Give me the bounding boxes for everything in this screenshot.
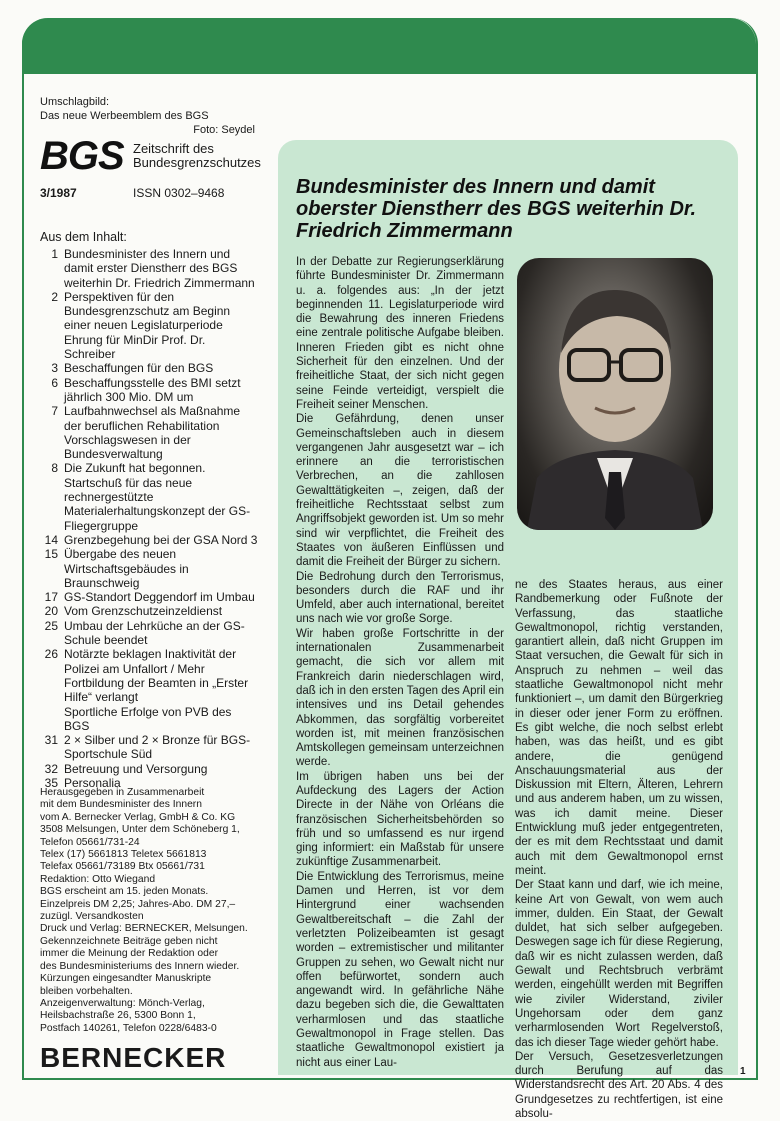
imprint-line: Einzelpreis DM 2,25; Jahres-Abo. DM 27,– [40,898,236,910]
article-paragraph: Der Versuch, Gesetzesverletzungen durch Berufung auf das Widerstandsrecht des Art. 20 Abs. 4 des Grundgesetzes zu rechtfertigen, ist eine absolu- [515,1050,723,1120]
table-of-contents [40,247,260,790]
toc-item[interactable] [40,333,260,362]
imprint-line: Anzeigenverwaltung: Mönch-Verlag, [40,997,205,1009]
toc-title: Beschaffungsstelle des BMI setzt jährlich 300 Mio. DM um [64,375,241,404]
imprint-line: vom A. Bernecker Verlag, GmbH & Co. KG [40,811,236,823]
toc-title: Übergabe des neuen Wirtschaftsgebäudes in Braunschweig [64,547,189,590]
toc-title: 2 × Silber und 2 × Bronze für BGS-Sportschule Süd [64,733,251,762]
cover-caption [40,95,255,137]
toc-page [40,333,58,362]
toc-page [40,705,58,734]
toc-title: GS-Standort Deggendorf im Umbau [64,590,255,605]
toc-title: Bundesminister des Innern und damit erster Dienstherr des BGS weiterhin Dr. Friedrich Zimmermann [64,247,255,290]
toc-title: Grenzbegehung bei der GSA Nord 3 [64,532,258,547]
imprint-line: Herausgegeben in Zusammenarbeit [40,787,205,798]
imprint-line: BGS erscheint am 15. jeden Monats. [40,886,209,898]
toc-page: 8 [51,461,58,476]
imprint-line: Telex (17) 5661813 Teletex 5661813 [40,849,207,861]
imprint-line: Redaktion: Otto Wiegand [40,873,156,885]
toc-item[interactable] [40,361,260,375]
toc-title: Sportliche Erfolge von PVB des BGS [64,704,232,733]
toc-title: Notärzte beklagen Inaktivität der Polizei am Unfallort / Mehr Fortbildung der Beamten in „Erster Hilfe“ verlangt [64,647,249,705]
issn: ISSN 0302–9468 [133,186,225,200]
toc-page: 31 [44,733,58,748]
photo-credit: Foto: Seydel [193,124,255,136]
cover-caption-text: Das neue Werbeemblem des BGS [40,110,209,122]
toc-page [40,433,58,462]
toc-page: 3 [51,361,58,376]
article-paragraph: Die Bedrohung durch den Terrorismus, besonders durch die RAF und ihr Umfeld, aber auch international, bereitet uns nach wie vor große Sorge. [296,570,504,626]
toc-item[interactable] [40,461,260,532]
portrait-illustration [517,258,713,530]
page-number: 1 [740,1066,746,1077]
imprint-line: Gekennzeichnete Beiträge geben nicht [40,935,218,947]
toc-title: Personalia [64,775,121,790]
imprint-line: des Bundesministeriums des Innern wieder. [40,960,240,972]
toc-item[interactable] [40,604,260,618]
toc-page: 17 [44,590,58,605]
toc-item[interactable] [40,762,260,776]
imprint-line: Postfach 140261, Telefon 0228/6483-0 [40,1022,217,1034]
toc-item[interactable] [40,533,260,547]
imprint-line: Kürzungen eingesandter Manuskripte [40,973,212,985]
toc-item[interactable] [40,733,260,762]
toc-title: Perspektiven für den Bundesgrenzschutz am Beginn einer neuen Legislaturperiode [64,289,231,333]
article-paragraph: In der Debatte zur Regierungserklärung führte Bundesminister Dr. Zimmermann u. a. folgendes aus: „In der jetzt beginnenden 11. Legislaturperiode wird die Bewahrung des inneren Friedens eine zentrale politische Aufgabe bleiben. Inneren Frieden gibt es nicht ohne Sicherheit für den einzelnen. Und der freiheitliche Staat, der sich nicht gegen seine Feinde verteidigt, verspielt die Freiheit seiner Menschen. [296,256,504,411]
article-paragraph: Der Staat kann und darf, wie ich meine, keine Art von Gewalt, von wem auch immer, dulden. Ein Staat, der Gewalt duldet, hat sich selber aufgegeben. Deswegen sage ich für diese Regierung, daß wir es nicht zulassen werden, daß Gewalt und Rechtsbruch verbrämt werden, eingehüllt werden mit Begriffen wie ziviler Widerstand, ziviler Ungehorsam oder dem ganz verharmlosenden Wort Regelverstoß, das ich dieser Tage wieder gehört habe. [515,879,723,1049]
article-paragraph: Wir haben große Fortschritte in der internationalen Zusammenarbeit gemacht, die sich vor allem mit Frankreich darin niederschlagen wird, daß ich in den ersten Tagen des April ein intensives und ins Detail gehendes Abkommen, das sorgfältig vorbereitet worden ist, mit meinen französischen Amtskollegen gemeinsam unterzeichnen werde. [296,627,504,769]
toc-item[interactable] [40,433,260,462]
toc-page: 14 [44,532,58,547]
imprint-line: Druck und Verlag: BERNECKER, Melsungen. [40,923,248,935]
cover-caption-label: Umschlagbild: [40,96,110,108]
toc-title: Vorschlagswesen in der Bundesverwaltung [64,432,191,462]
toc-page: 2 [51,289,58,304]
toc-heading: Aus dem Inhalt: [40,230,127,244]
bgs-logo: BGS [40,134,124,178]
toc-item[interactable] [40,290,260,333]
toc-item[interactable] [40,376,260,405]
imprint-line: Heilsbachstraße 26, 5300 Bonn 1, [40,1010,196,1022]
imprint-line: mit dem Bundesminister des Innern [40,799,202,811]
toc-item[interactable] [40,547,260,590]
imprint-line: bleiben vorbehalten. [40,985,133,997]
toc-title: Vom Grenzschutzeinzeldienst [64,604,223,619]
toc-page: 7 [51,404,58,419]
bernecker-logo: BERNECKER [40,1042,227,1073]
article-paragraph: ne des Staates heraus, aus einer Randbemerkung oder Fußnote der Verfassung, das staatliche Gewaltmonopol, richtig verstanden, garantiert allein, daß nicht Gruppen im Staat versuchen, die Gewalt für sich in Anspruch zu nehmen – weil das staatliche Gewaltmonopol nicht mehr funktioniert –, um damit den Bürgerkrieg in dieser oder jener Form zu eröffnen. Es gibt welche, die noch selbst erlebt haben, was das heißt, und es gibt andere, die genügend Anschauungsmaterial aus der Diskussion mit Eltern, Älteren, Lehrern und aus anderem haben, um zu wissen, was ich damit meine. Dieser Entwicklung muß jeder entgegentreten, der es mit dem Rechtsstaat und damit auch mit dem Gewaltmonopol ernst meint. [515,579,723,877]
article-paragraph: Die Gefährdung, denen unser Gemeinschaftsleben auch in diesem vergangenen Jahr ausgesetzt war – ich erinnere an die terroristischen Verbrechen, an die zahllosen Gewalttätigkeiten –, zeigen, daß der freiheitliche Rechtsstaat selbst zum Angriffsobjekt geworden ist. Um so mehr sind wir verpflichtet, die Freiheit des Staates von äußeren Einflüssen und damit die Freiheit der Bürger zu sichern. [296,413,504,569]
toc-page: 32 [44,761,58,776]
imprint-line: Telefax 05661/73189 Btx 05661/731 [40,861,205,873]
imprint-line: immer die Meinung der Redaktion oder [40,948,218,960]
toc-title: Umbau der Lehrküche an der GS-Schule beendet [64,618,245,648]
toc-item[interactable] [40,619,260,648]
imprint-line: Telefon 05661/731-24 [40,836,140,848]
article-paragraph: Die Entwicklung des Terrorismus, meine Damen und Herren, ist vor dem Hintergrund einer wachsenden Gewaltbereitschaft – die Zahl der verletzten Polizeibeamten ist gesagt worden – extremistischer und militanter Gruppen zu sehen, wo Gewalt nicht nur offen befürwortet, sondern auch angewandt wird. In gefährliche Nähe dazu begeben sich die, die Gewalttaten verharmlosen und das staatliche Gewaltmonopol in Frage stellen. Das staatliche Gewaltmonopol existiert ja nicht aus einer Lau- [296,870,504,1069]
magazine-title-line1: Zeitschrift des [133,141,214,156]
toc-title: Die Zukunft hat begonnen. Startschuß für das neue rechnergestützte Materialerhaltungskonzept der GS-Fliegergruppe [64,461,251,533]
magazine-title-line2: Bundesgrenzschutzes [133,155,261,170]
toc-title: Ehrung für MinDir Prof. Dr. Schreiber [64,332,206,362]
toc-page: 15 [44,547,58,562]
toc-page: 6 [51,375,58,390]
article-headline: Bundesminister des Innern und damit oberster Dienstherr des BGS weiterhin Dr. Friedrich Zimmermann [296,176,697,242]
toc-page: 26 [44,647,58,662]
article-paragraph: Im übrigen haben uns bei der Aufdeckung des Lagers der Action Directe in der Nähe von Orléans die französischen Sicherheitsbehörden so früh und so umfassend es nur irgend ging informiert: ein Maßstab für unsere zukünftige Zusammenarbeit. [296,770,504,869]
imprint-line: zuzügl. Versandkosten [40,911,144,923]
toc-page: 35 [44,775,58,790]
imprint [40,787,265,1035]
issue-number: 3/1987 [40,186,77,200]
article-column-1 [296,255,504,1070]
toc-page: 25 [44,618,58,633]
toc-item[interactable] [40,247,260,290]
zimmermann-portrait-photo [517,258,713,530]
article-column-2 [515,578,723,1121]
toc-title: Beschaffungen für den BGS [64,361,214,376]
magazine-title [133,142,261,170]
toc-item[interactable] [40,647,260,704]
toc-title: Betreuung und Versorgung [64,761,208,776]
toc-item[interactable] [40,404,260,433]
toc-item[interactable] [40,590,260,604]
imprint-line: 3508 Melsungen, Unter dem Schöneberg 1, [40,824,240,836]
toc-page: 1 [51,247,58,261]
toc-item[interactable] [40,705,260,734]
toc-title: Laufbahnwechsel als Maßnahme der beruflichen Rehabilitation [64,404,241,433]
toc-page: 20 [44,604,58,619]
